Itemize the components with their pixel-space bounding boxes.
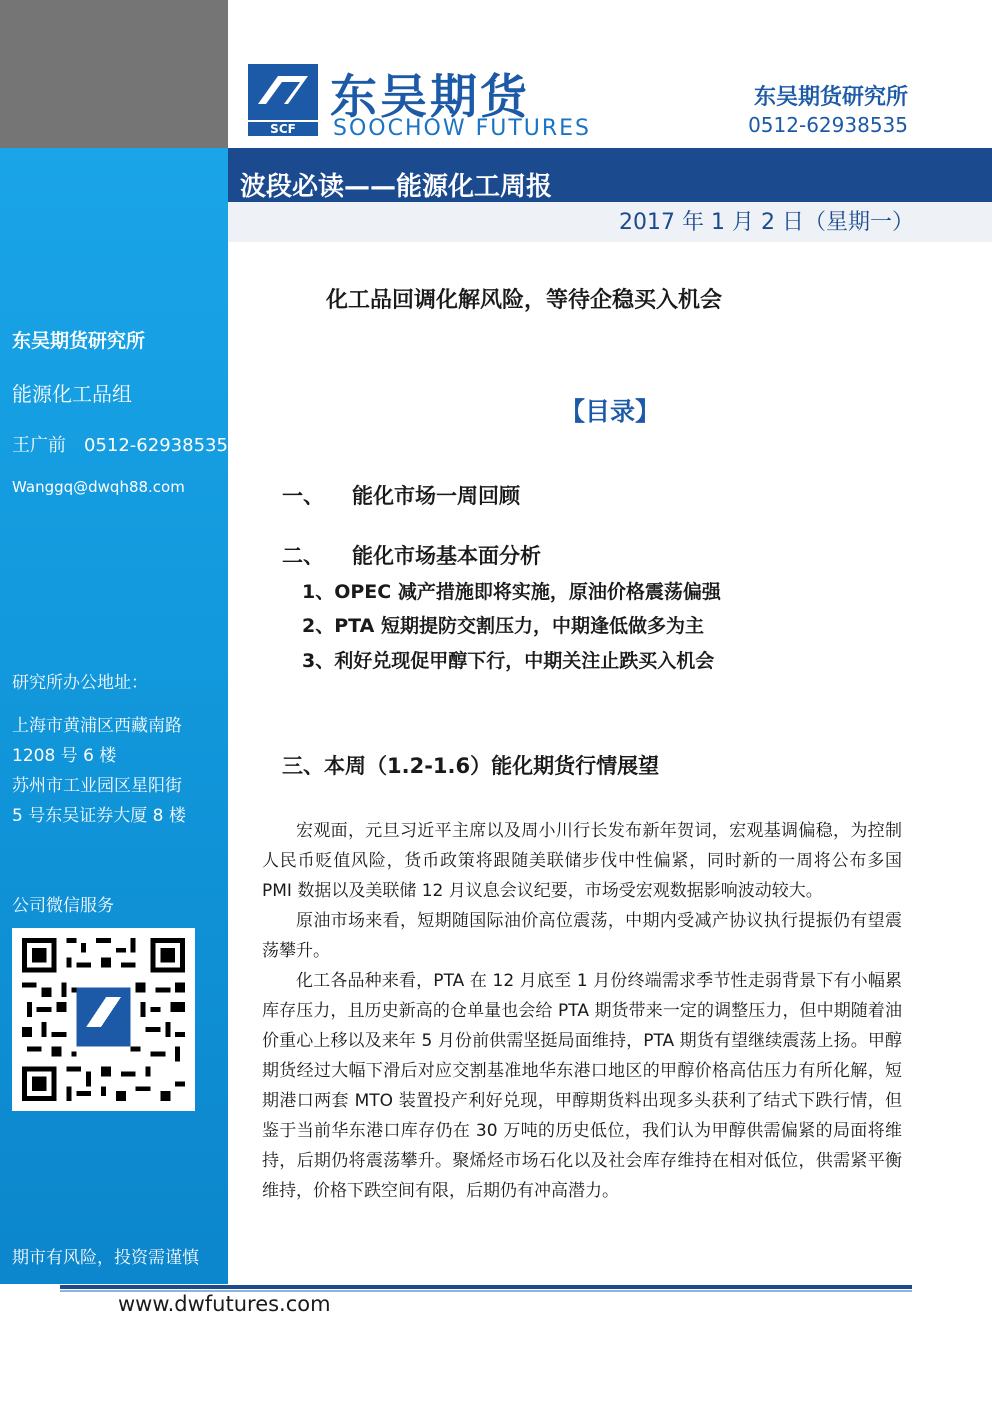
sidebar-email[interactable]: Wanggq@dwqh88.com <box>12 478 185 496</box>
risk-warning: 期市有风险，投资需谨慎 <box>12 1248 199 1268</box>
toc-subitem[interactable]: 3、利好兑现促甲醇下行，中期关注止跌买入机会 <box>302 650 715 672</box>
report-headline: 化工品回调化解风险，等待企稳买入机会 <box>326 288 723 313</box>
report-date: 2017 年 1 月 2 日（星期一） <box>619 210 914 235</box>
wechat-qr-code-icon <box>12 928 195 1111</box>
toc-item-label[interactable]: 能化市场一周回顾 <box>352 484 520 508</box>
toc-subitem[interactable]: 2、PTA 短期提防交割压力，中期逢低做多为主 <box>302 615 704 637</box>
institute-phone: 0512-62938535 <box>748 113 908 137</box>
paragraph-crude: 原油市场来看，短期随国际油价高位震荡，中期内受减产协议执行提振仍有望震荡攀升。 <box>262 911 902 961</box>
sidebar-address-label: 研究所办公地址： <box>12 673 148 693</box>
toc-subitem[interactable]: 1、OPEC 减产措施即将实施，原油价格震荡偏强 <box>302 581 721 603</box>
sidebar-top-panel <box>0 0 228 148</box>
sidebar-address-line: 上海市黄浦区西藏南路 <box>12 716 182 736</box>
sidebar-org: 东吴期货研究所 <box>12 330 146 352</box>
sidebar-group: 能源化工品组 <box>12 382 132 406</box>
footer-website-link[interactable]: www.dwfutures.com <box>118 1292 331 1316</box>
paragraph-macro: 宏观面，元旦习近平主席以及周小川行长发布新年贺词，宏观基调偏稳，为控制人民币贬值风险，货币政策将跟随美联储步伐中性偏紧，同时新的一周将公布多国 PMI 数据以及美联储 12 月议息会议纪要，市场受宏观数据影响波动较大。 <box>262 821 902 901</box>
toc-item-label[interactable]: 能化市场基本面分析 <box>352 544 541 568</box>
logo-name-cn: 东吴期货 <box>330 70 530 125</box>
toc-item-number: 二、 <box>282 544 324 568</box>
toc-title: 【目录】 <box>559 397 660 426</box>
section-three-heading: 三、本周（1.2-1.6）能化期货行情展望 <box>282 754 660 778</box>
company-logo-icon <box>248 64 318 136</box>
logo-mark-text: SCF <box>270 122 296 136</box>
sidebar-address-line: 苏州市工业园区星阳街 <box>12 776 182 796</box>
logo-name-en: SOOCHOW FUTURES <box>333 116 592 141</box>
outlook-body <box>262 816 902 1206</box>
sidebar-wechat-label: 公司微信服务 <box>12 896 114 916</box>
institute-name: 东吴期货研究所 <box>753 85 908 110</box>
footer-divider <box>60 1285 912 1289</box>
sidebar-analyst: 王广前 0512-62938535 <box>12 435 228 456</box>
report-title: 波段必读——能源化工周报 <box>240 172 553 202</box>
sidebar-address-line: 5 号东吴证券大厦 8 楼 <box>12 806 186 826</box>
toc-item-number: 一、 <box>282 484 324 508</box>
paragraph-chemicals: 化工各品种来看，PTA 在 12 月底至 1 月份终端需求季节性走弱背景下有小幅累库存压力，且历史新高的仓单量也会给 PTA 期货带来一定的调整压力，但中期随着油价重心上移以及来年 5 月份前供需坚挺局面维持，PTA 期货有望继续震荡上扬。甲醇期货经过大幅下滑后对应交割基准地华东港口地区的甲醇价格高估压力有所化解，短期港口两套 MTO 装置投产利好兑现，甲醇期货料出现多头获利了结式下跌行情，但鉴于当前华东港口库存仍在 30 万吨的历史低位，我们认为甲醇供需偏紧的局面将维持，后期仍将震荡攀升。聚烯烃市场石化以及社会库存维持在相对低位，供需紧平衡维持，价格下跌空间有限，后期仍有冲高潜力。 <box>262 971 902 1201</box>
sidebar-address-line: 1208 号 6 楼 <box>12 746 117 766</box>
